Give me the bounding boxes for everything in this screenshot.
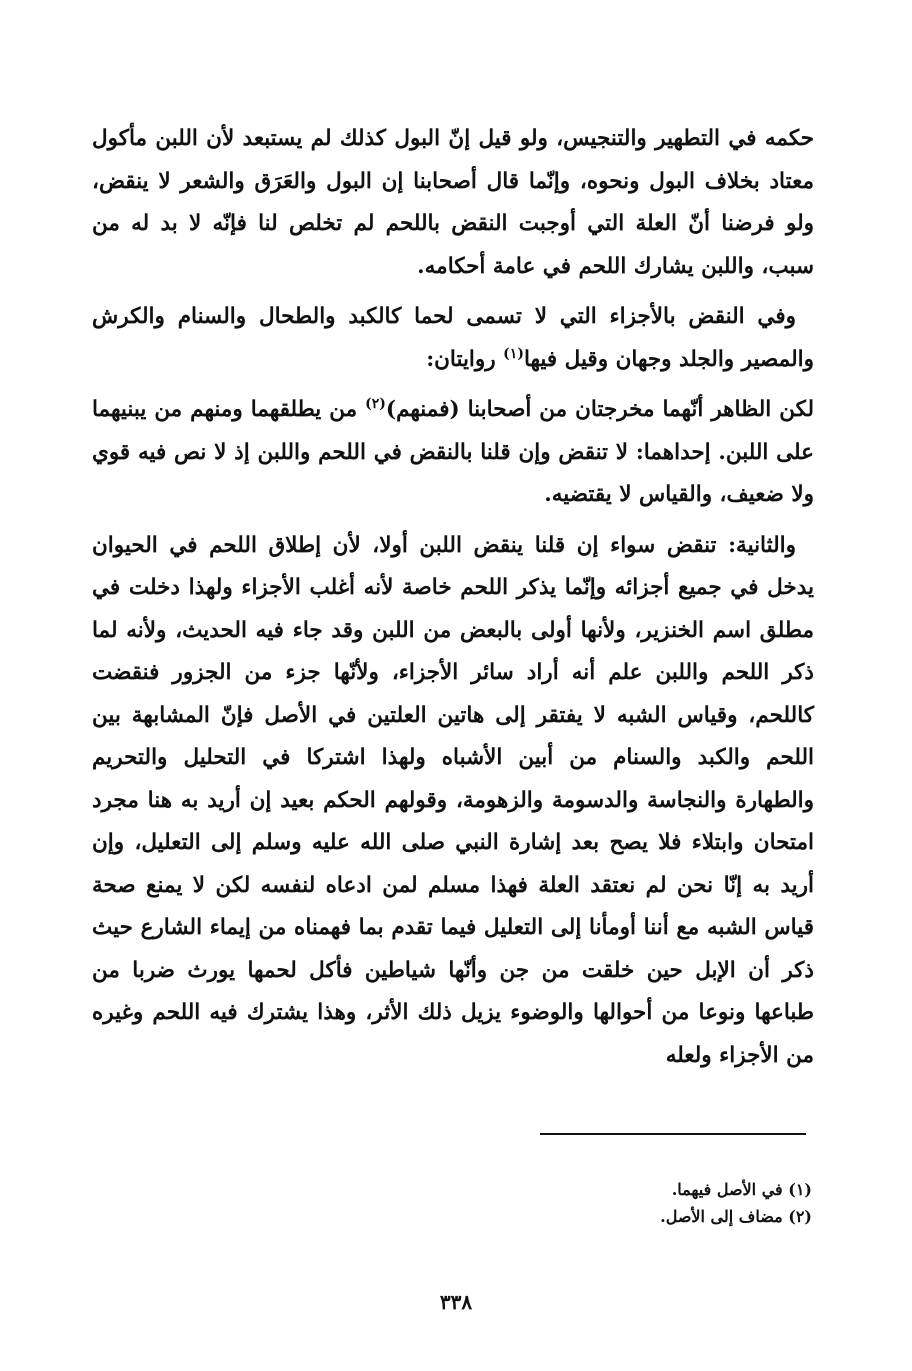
paragraph-1: حكمه في التطهير والتنجيس، ولو قيل إنّ البول كذلك لم يستبعد لأن اللبن مأكول معتاد بخلاف البول ونحوه، وإنّما قال أصحابنا إن البول والعَرَق والشعر لا ينقض، ولو فرضنا أنّ العلة التي أوجبت النقض باللحم لم تخلص لنا فإنّه لا بد له من سبب، واللبن يشارك اللحم في عامة أحكامه. [92, 126, 814, 279]
footnote-1: (١) في الأصل فيهما. [671, 1180, 812, 1199]
paragraph-4: والثانية: تنقض سواء إن قلنا ينقض اللبن أولا، لأن إطلاق اللحم في الحيوان يدخل في جميع أجزائه وإنّما يذكر اللحم خاصة لأنه أغلب الأجزاء ولهذا دخلت في مطلق اسم الخنزير، ولأنها أولى بالبعض من اللبن وقد جاء فيه الحديث، ولأنه لما ذكر اللحم واللبن علم أنه أراد سائر الأجزاء، ولأنّها جزء من الجزور فنقضت كاللحم، وقياس الشبه لا يفتقر إلى هاتين العلتين في الأصل فإنّ المشابهة بين اللحم والكبد والسنام من أبين الأشباه ولهذا اشتركا في التحليل والتحريم والطهارة والنجاسة والدسومة والزهومة، وقولهم الحكم بعيد إن أريد به هنا مجرد امتحان وابتلاء فلا يصح بعد إشارة النبي صلى الله عليه وسلم إلى التعليل، وإن أريد به إنّا نحن لم نعتقد العلة فهذا مسلم لمن ادعاه لنفسه لكن لا يمنع صحة قياس الشبه مع أننا أومأنا إلى التعليل فيما تقدم بما فهمناه من إيماء الشارع حيث ذكر أن الإبل حين خلقت من جن وأنّها شياطين فأكل لحمها يورث ضربا من طباعها ونوعا من أحوالها والوضوء يزيل ذلك الأثر، وهذا يشترك فيه اللحم وغيره من الأجزاء ولعله [92, 532, 814, 1068]
footnote-2: (٢) مضاف إلى الأصل. [660, 1207, 812, 1226]
paragraph-3-text-end: من يطلقهما ومنهم من يبنيهما على اللبن. إحداهما: لا تنقض وإن قلنا بالنقض في اللحم واللبن إذ لا نص فيه قوي ولا ضعيف، والقياس لا يقتضيه. [92, 397, 814, 507]
footnote-ref-1: (١) [503, 345, 524, 362]
paragraph-3 [92, 389, 814, 517]
paragraph-3-text: لكن الظاهر أنّهما مخرجتان من أصحابنا (فمنهم) [385, 397, 814, 422]
page-number: ٣٣٨ [439, 1290, 473, 1314]
footnote-separator [540, 1133, 806, 1135]
footnote-ref-2: (٢) [365, 395, 386, 412]
footnotes [380, 1176, 812, 1230]
main-text [92, 118, 814, 1077]
paragraph-2 [92, 296, 814, 381]
paragraph-2-text-end: روايتان: [426, 346, 504, 372]
paragraph-2-text: وفي النقض بالأجزاء التي لا تسمى لحما كالكبد والطحال والسنام والكرش والمصير والجلد وجهان وقيل فيها [92, 304, 814, 372]
